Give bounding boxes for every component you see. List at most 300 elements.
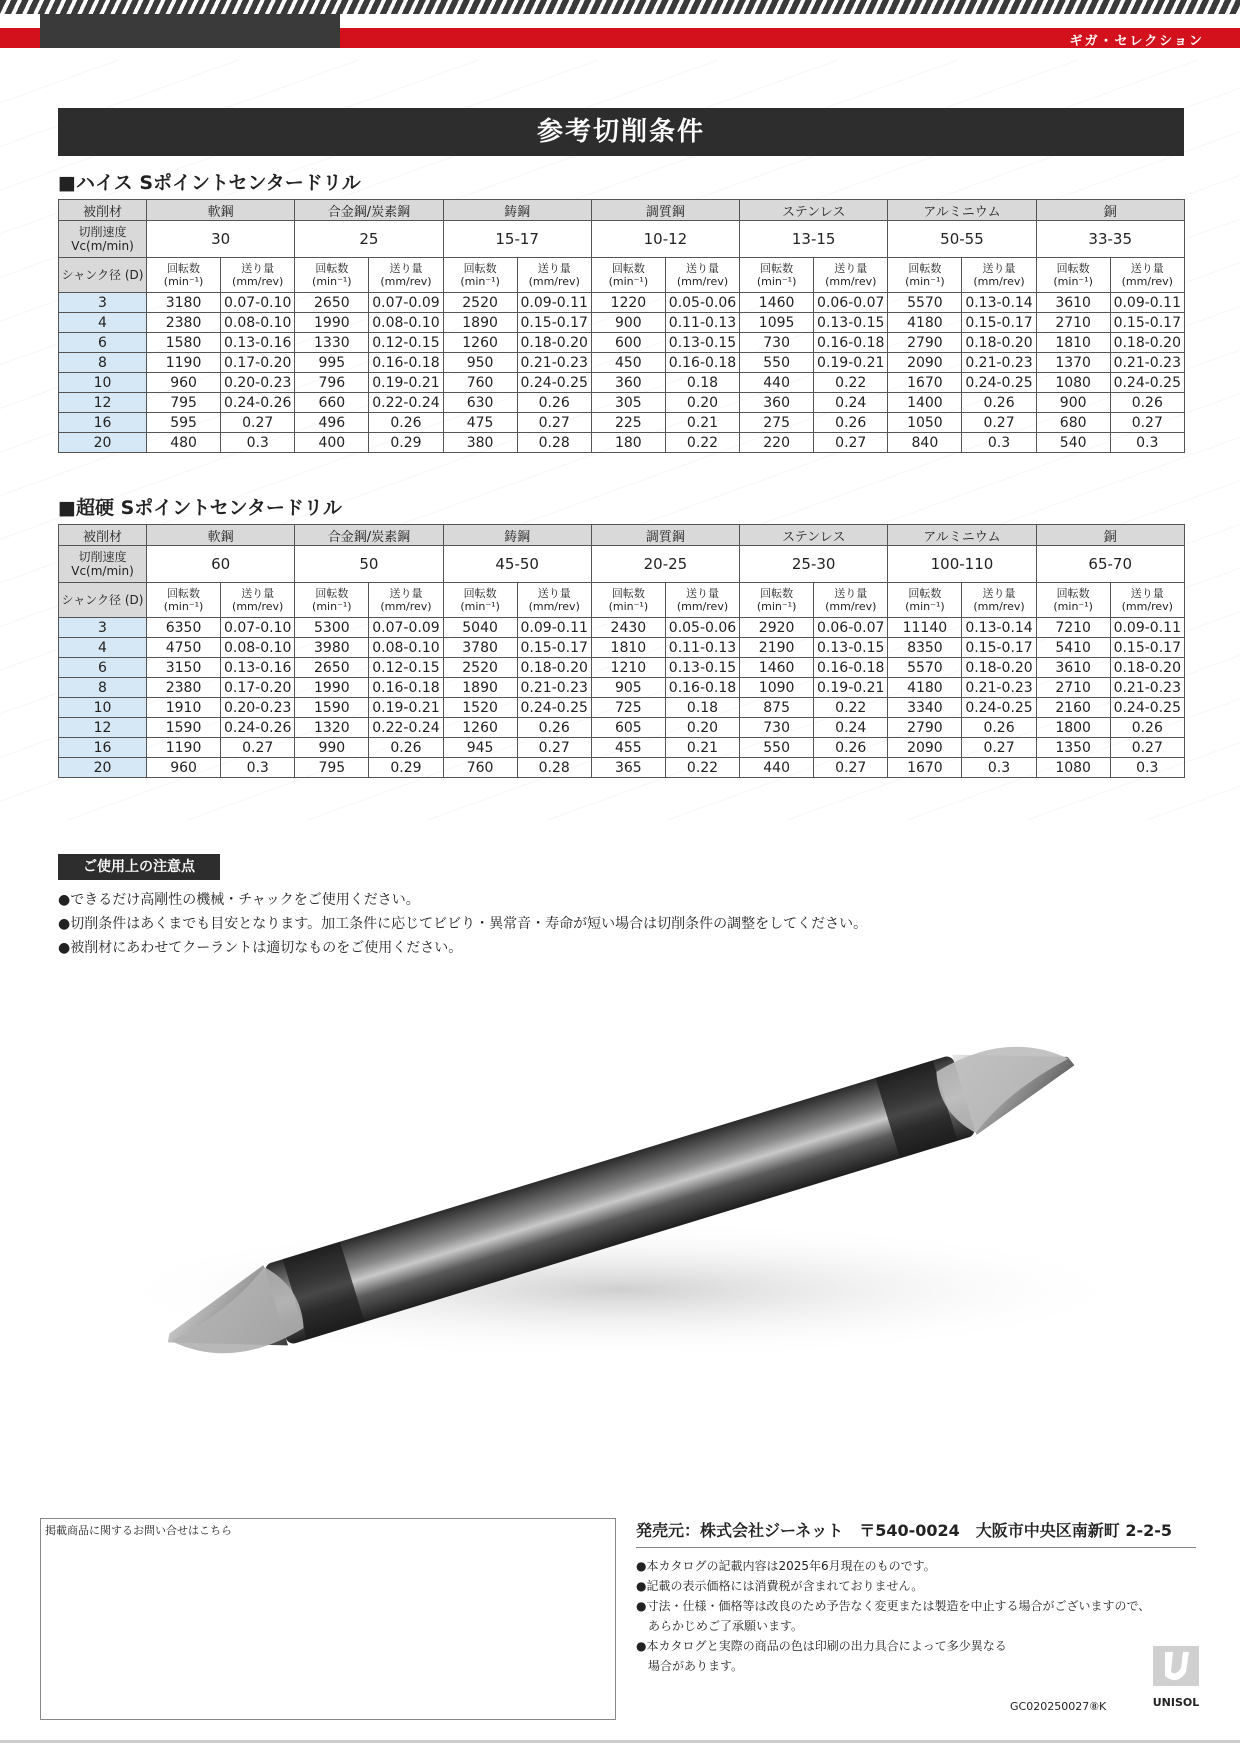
- rpm-header: 回転数 (min⁻¹): [147, 258, 221, 293]
- rpm-value: 5300: [295, 618, 369, 638]
- feed-value: 0.16-0.18: [369, 353, 443, 373]
- table-row: [59, 698, 1185, 718]
- rpm-value: 660: [295, 393, 369, 413]
- feed-value: 0.20: [665, 393, 739, 413]
- feed-value: 0.21-0.23: [1110, 353, 1184, 373]
- feed-value: 0.13-0.15: [665, 658, 739, 678]
- cutting-speed: 50: [295, 546, 443, 583]
- table-row: [59, 313, 1185, 333]
- cutting-speed: 60: [147, 546, 295, 583]
- feed-value: 0.16-0.18: [369, 678, 443, 698]
- shank-diameter: 16: [59, 413, 147, 433]
- rpm-value: 1190: [147, 353, 221, 373]
- rpm-value: 760: [443, 758, 517, 778]
- usage-note: ●できるだけ高剛性の機械・チャックをご使用ください。: [58, 892, 420, 908]
- rpm-value: 795: [147, 393, 221, 413]
- shank-diameter: 10: [59, 373, 147, 393]
- feed-value: 0.09-0.11: [517, 293, 591, 313]
- feed-header: 送り量 (mm/rev): [665, 258, 739, 293]
- rpm-header: 回転数 (min⁻¹): [295, 258, 369, 293]
- cutting-speed: 25: [295, 221, 443, 258]
- feed-value: 0.27: [962, 738, 1036, 758]
- speed-row-label: 切削速度 Vc(m/min): [59, 221, 147, 258]
- speed-row-label: 切削速度 Vc(m/min): [59, 546, 147, 583]
- rpm-header: 回転数 (min⁻¹): [591, 583, 665, 618]
- material-header: 調質鋼: [591, 200, 739, 221]
- rpm-header: 回転数 (min⁻¹): [295, 583, 369, 618]
- feed-value: 0.20: [665, 718, 739, 738]
- feed-value: 0.27: [517, 738, 591, 758]
- material-header: ステンレス: [740, 200, 888, 221]
- contact-box: [40, 1518, 616, 1720]
- rpm-value: 220: [740, 433, 814, 453]
- rpm-value: 730: [740, 718, 814, 738]
- feed-value: 0.27: [517, 413, 591, 433]
- cutting-speed: 33-35: [1036, 221, 1184, 258]
- rpm-value: 905: [591, 678, 665, 698]
- shank-row-label: シャンク径 (D): [59, 258, 147, 293]
- feed-value: 0.26: [1110, 393, 1184, 413]
- shank-diameter: 8: [59, 678, 147, 698]
- rpm-value: 1210: [591, 658, 665, 678]
- rpm-value: 1260: [443, 333, 517, 353]
- feed-value: 0.15-0.17: [517, 313, 591, 333]
- rpm-value: 275: [740, 413, 814, 433]
- rpm-value: 3340: [888, 698, 962, 718]
- rpm-value: 3610: [1036, 293, 1110, 313]
- feed-value: 0.3: [962, 433, 1036, 453]
- footer-note: ●本カタログの記載内容は2025年6月現在のものです。: [636, 1559, 936, 1573]
- rpm-value: 1590: [295, 698, 369, 718]
- rpm-header: 回転数 (min⁻¹): [443, 583, 517, 618]
- feed-value: 0.21-0.23: [517, 678, 591, 698]
- rpm-header: 回転数 (min⁻¹): [443, 258, 517, 293]
- rpm-value: 305: [591, 393, 665, 413]
- feed-value: 0.26: [369, 738, 443, 758]
- feed-value: 0.13-0.15: [814, 638, 888, 658]
- rpm-value: 840: [888, 433, 962, 453]
- cutting-speed: 50-55: [888, 221, 1036, 258]
- rpm-value: 595: [147, 413, 221, 433]
- rpm-value: 475: [443, 413, 517, 433]
- rpm-value: 900: [591, 313, 665, 333]
- feed-value: 0.18-0.20: [1110, 333, 1184, 353]
- rpm-value: 1910: [147, 698, 221, 718]
- rpm-value: 2520: [443, 658, 517, 678]
- cutting-speed: 100-110: [888, 546, 1036, 583]
- feed-header: 送り量 (mm/rev): [962, 258, 1036, 293]
- feed-value: 0.27: [1110, 413, 1184, 433]
- shank-diameter: 4: [59, 313, 147, 333]
- rpm-value: 550: [740, 353, 814, 373]
- rpm-value: 730: [740, 333, 814, 353]
- rpm-value: 1370: [1036, 353, 1110, 373]
- rpm-value: 680: [1036, 413, 1110, 433]
- shank-diameter: 10: [59, 698, 147, 718]
- feed-value: 0.15-0.17: [962, 638, 1036, 658]
- rpm-value: 2650: [295, 293, 369, 313]
- rpm-value: 2520: [443, 293, 517, 313]
- rpm-value: 496: [295, 413, 369, 433]
- shank-diameter: 20: [59, 433, 147, 453]
- feed-value: 0.18-0.20: [517, 658, 591, 678]
- feed-value: 0.13-0.15: [665, 333, 739, 353]
- table-row: [59, 678, 1185, 698]
- contact-label: 掲載商品に関するお問い合せはこちら: [45, 1524, 232, 1537]
- rpm-value: 5410: [1036, 638, 1110, 658]
- material-header: 鋳鋼: [443, 525, 591, 546]
- feed-value: 0.16-0.18: [814, 333, 888, 353]
- rpm-value: 7210: [1036, 618, 1110, 638]
- feed-value: 0.06-0.07: [814, 293, 888, 313]
- rpm-value: 360: [591, 373, 665, 393]
- feed-value: 0.26: [962, 393, 1036, 413]
- feed-header: 送り量 (mm/rev): [814, 583, 888, 618]
- rpm-value: 400: [295, 433, 369, 453]
- cutting-speed: 15-17: [443, 221, 591, 258]
- feed-value: 0.13-0.16: [221, 333, 295, 353]
- table-row: [59, 373, 1185, 393]
- rpm-value: 1460: [740, 293, 814, 313]
- seller-info: 発売元：株式会社ジーネット 〒540-0024 大阪市中央区南新町 2-2-5: [636, 1518, 1196, 1548]
- feed-header: 送り量 (mm/rev): [1110, 258, 1184, 293]
- rpm-value: 5570: [888, 293, 962, 313]
- cutting-speed: 13-15: [740, 221, 888, 258]
- feed-value: 0.22-0.24: [369, 393, 443, 413]
- rpm-value: 795: [295, 758, 369, 778]
- rpm-value: 380: [443, 433, 517, 453]
- rpm-value: 550: [740, 738, 814, 758]
- feed-value: 0.13-0.14: [962, 618, 1036, 638]
- feed-value: 0.08-0.10: [369, 313, 443, 333]
- feed-value: 0.13-0.16: [221, 658, 295, 678]
- feed-value: 0.21-0.23: [1110, 678, 1184, 698]
- rpm-header: 回転数 (min⁻¹): [740, 583, 814, 618]
- feed-value: 0.09-0.11: [1110, 618, 1184, 638]
- feed-value: 0.20-0.23: [221, 698, 295, 718]
- feed-value: 0.18-0.20: [962, 333, 1036, 353]
- subheader-row: [59, 583, 1185, 618]
- feed-value: 0.19-0.21: [369, 698, 443, 718]
- feed-value: 0.19-0.21: [814, 678, 888, 698]
- rpm-value: 760: [443, 373, 517, 393]
- carbide-cutting-table: [58, 524, 1185, 778]
- material-header: 軟鋼: [147, 200, 295, 221]
- rpm-value: 725: [591, 698, 665, 718]
- feed-value: 0.3: [1110, 433, 1184, 453]
- rpm-value: 4750: [147, 638, 221, 658]
- feed-value: 0.24: [814, 718, 888, 738]
- feed-value: 0.06-0.07: [814, 618, 888, 638]
- feed-value: 0.22-0.24: [369, 718, 443, 738]
- usage-notes-title: ご使用上の注意点: [58, 854, 220, 880]
- material-row-label: 被削材: [59, 200, 147, 221]
- feed-header: 送り量 (mm/rev): [962, 583, 1036, 618]
- footer-note: ●寸法・仕様・価格等は改良のため予告なく変更または製造を中止する場合がございますので、: [636, 1599, 1151, 1613]
- table-row: [59, 393, 1185, 413]
- rpm-value: 1810: [1036, 333, 1110, 353]
- cutting-speed: 20-25: [591, 546, 739, 583]
- rpm-value: 1190: [147, 738, 221, 758]
- feed-value: 0.26: [814, 738, 888, 758]
- usage-note: ●被削材にあわせてクーラントは適切なものをご使用ください。: [58, 940, 463, 956]
- material-header: 合金鋼/炭素鋼: [295, 525, 443, 546]
- table-row: [59, 718, 1185, 738]
- shank-diameter: 3: [59, 293, 147, 313]
- feed-header: 送り量 (mm/rev): [517, 583, 591, 618]
- feed-value: 0.27: [221, 738, 295, 758]
- feed-value: 0.18: [665, 373, 739, 393]
- usage-notes: [58, 888, 867, 960]
- material-header: アルミニウム: [888, 525, 1036, 546]
- cutting-speed: 30: [147, 221, 295, 258]
- feed-value: 0.26: [517, 393, 591, 413]
- table-row: [59, 658, 1185, 678]
- feed-value: 0.12-0.15: [369, 658, 443, 678]
- rpm-value: 2920: [740, 618, 814, 638]
- feed-value: 0.26: [962, 718, 1036, 738]
- shank-row-label: シャンク径 (D): [59, 583, 147, 618]
- feed-header: 送り量 (mm/rev): [221, 258, 295, 293]
- rpm-value: 1890: [443, 678, 517, 698]
- rpm-value: 1400: [888, 393, 962, 413]
- rpm-value: 455: [591, 738, 665, 758]
- feed-value: 0.28: [517, 433, 591, 453]
- feed-value: 0.07-0.10: [221, 293, 295, 313]
- rpm-value: 360: [740, 393, 814, 413]
- rpm-value: 440: [740, 758, 814, 778]
- banner-dark-block: [40, 14, 340, 48]
- rpm-value: 1990: [295, 678, 369, 698]
- shank-diameter: 6: [59, 658, 147, 678]
- feed-value: 0.17-0.20: [221, 353, 295, 373]
- feed-value: 0.24: [814, 393, 888, 413]
- feed-value: 0.22: [665, 758, 739, 778]
- rpm-value: 540: [1036, 433, 1110, 453]
- feed-value: 0.24-0.25: [517, 373, 591, 393]
- rpm-value: 1890: [443, 313, 517, 333]
- rpm-value: 605: [591, 718, 665, 738]
- shank-diameter: 3: [59, 618, 147, 638]
- feed-header: 送り量 (mm/rev): [369, 258, 443, 293]
- feed-value: 0.12-0.15: [369, 333, 443, 353]
- rpm-value: 2160: [1036, 698, 1110, 718]
- feed-value: 0.11-0.13: [665, 638, 739, 658]
- feed-header: 送り量 (mm/rev): [221, 583, 295, 618]
- banner-stripes: [0, 0, 1240, 14]
- rpm-value: 3980: [295, 638, 369, 658]
- page-title: 参考切削条件: [58, 108, 1184, 156]
- shank-diameter: 12: [59, 393, 147, 413]
- feed-value: 0.08-0.10: [369, 638, 443, 658]
- feed-value: 0.24-0.26: [221, 393, 295, 413]
- feed-value: 0.18-0.20: [517, 333, 591, 353]
- feed-value: 0.13-0.14: [962, 293, 1036, 313]
- feed-value: 0.29: [369, 433, 443, 453]
- feed-value: 0.21-0.23: [962, 678, 1036, 698]
- rpm-value: 1050: [888, 413, 962, 433]
- feed-value: 0.22: [665, 433, 739, 453]
- rpm-value: 11140: [888, 618, 962, 638]
- feed-header: 送り量 (mm/rev): [369, 583, 443, 618]
- rpm-value: 950: [443, 353, 517, 373]
- rpm-value: 8350: [888, 638, 962, 658]
- material-header-row: [59, 200, 1185, 221]
- table-row: [59, 353, 1185, 373]
- rpm-header: 回転数 (min⁻¹): [1036, 583, 1110, 618]
- rpm-value: 1350: [1036, 738, 1110, 758]
- feed-value: 0.20-0.23: [221, 373, 295, 393]
- feed-value: 0.27: [1110, 738, 1184, 758]
- rpm-value: 1330: [295, 333, 369, 353]
- feed-value: 0.22: [814, 698, 888, 718]
- table-row: [59, 758, 1185, 778]
- feed-value: 0.26: [517, 718, 591, 738]
- rpm-value: 6350: [147, 618, 221, 638]
- rpm-value: 1080: [1036, 373, 1110, 393]
- rpm-value: 2790: [888, 718, 962, 738]
- feed-header: 送り量 (mm/rev): [517, 258, 591, 293]
- rpm-value: 1090: [740, 678, 814, 698]
- hss-section-title: ■ハイス Sポイントセンタードリル: [58, 172, 361, 194]
- rpm-value: 365: [591, 758, 665, 778]
- speed-row: [59, 546, 1185, 583]
- rpm-value: 945: [443, 738, 517, 758]
- rpm-value: 2650: [295, 658, 369, 678]
- cutting-speed: 10-12: [591, 221, 739, 258]
- table-row: [59, 618, 1185, 638]
- rpm-value: 5040: [443, 618, 517, 638]
- feed-value: 0.07-0.10: [221, 618, 295, 638]
- rpm-value: 1220: [591, 293, 665, 313]
- rpm-value: 600: [591, 333, 665, 353]
- feed-value: 0.16-0.18: [814, 658, 888, 678]
- top-banner: [0, 0, 1240, 52]
- rpm-value: 1670: [888, 758, 962, 778]
- feed-header: 送り量 (mm/rev): [814, 258, 888, 293]
- table-row: [59, 738, 1185, 758]
- feed-value: 0.27: [962, 413, 1036, 433]
- feed-value: 0.3: [962, 758, 1036, 778]
- bottom-rule: [0, 1740, 1240, 1743]
- feed-value: 0.21-0.23: [962, 353, 1036, 373]
- rpm-value: 630: [443, 393, 517, 413]
- rpm-value: 2190: [740, 638, 814, 658]
- feed-value: 0.22: [814, 373, 888, 393]
- feed-value: 0.16-0.18: [665, 678, 739, 698]
- rpm-header: 回転数 (min⁻¹): [1036, 258, 1110, 293]
- rpm-value: 990: [295, 738, 369, 758]
- rpm-value: 3150: [147, 658, 221, 678]
- feed-value: 0.27: [814, 433, 888, 453]
- feed-value: 0.26: [1110, 718, 1184, 738]
- shank-diameter: 20: [59, 758, 147, 778]
- usage-note: ●切削条件はあくまでも目安となります。加工条件に応じてビビり・異常音・寿命が短い場合は切削条件の調整をしてください。: [58, 916, 868, 932]
- material-header: アルミニウム: [888, 200, 1036, 221]
- material-header-row: [59, 525, 1185, 546]
- feed-value: 0.27: [221, 413, 295, 433]
- rpm-value: 2380: [147, 313, 221, 333]
- rpm-value: 2710: [1036, 313, 1110, 333]
- table-row: [59, 433, 1185, 453]
- material-header: 軟鋼: [147, 525, 295, 546]
- feed-value: 0.15-0.17: [1110, 313, 1184, 333]
- speed-row: [59, 221, 1185, 258]
- rpm-header: 回転数 (min⁻¹): [888, 583, 962, 618]
- feed-value: 0.07-0.09: [369, 293, 443, 313]
- rpm-value: 2710: [1036, 678, 1110, 698]
- feed-value: 0.19-0.21: [814, 353, 888, 373]
- feed-value: 0.27: [814, 758, 888, 778]
- feed-value: 0.21: [665, 413, 739, 433]
- feed-value: 0.05-0.06: [665, 618, 739, 638]
- rpm-value: 960: [147, 758, 221, 778]
- feed-value: 0.21: [665, 738, 739, 758]
- feed-value: 0.15-0.17: [517, 638, 591, 658]
- rpm-value: 1800: [1036, 718, 1110, 738]
- rpm-value: 875: [740, 698, 814, 718]
- feed-value: 0.24-0.25: [517, 698, 591, 718]
- shank-diameter: 12: [59, 718, 147, 738]
- rpm-value: 1460: [740, 658, 814, 678]
- rpm-value: 2790: [888, 333, 962, 353]
- rpm-value: 1520: [443, 698, 517, 718]
- series-name: ギガ・セレクション: [1069, 34, 1204, 49]
- subheader-row: [59, 258, 1185, 293]
- rpm-value: 3780: [443, 638, 517, 658]
- feed-value: 0.09-0.11: [517, 618, 591, 638]
- feed-value: 0.18: [665, 698, 739, 718]
- feed-value: 0.26: [369, 413, 443, 433]
- table-row: [59, 293, 1185, 313]
- material-header: 銅: [1036, 525, 1184, 546]
- feed-value: 0.24-0.25: [1110, 698, 1184, 718]
- feed-value: 0.09-0.11: [1110, 293, 1184, 313]
- material-header: 調質鋼: [591, 525, 739, 546]
- cutting-speed: 45-50: [443, 546, 591, 583]
- feed-value: 0.29: [369, 758, 443, 778]
- unisol-logo: [1148, 1646, 1204, 1710]
- rpm-value: 480: [147, 433, 221, 453]
- cutting-speed: 65-70: [1036, 546, 1184, 583]
- feed-value: 0.19-0.21: [369, 373, 443, 393]
- brand-name: UNISOL: [1152, 1696, 1200, 1709]
- rpm-value: 900: [1036, 393, 1110, 413]
- rpm-value: 2430: [591, 618, 665, 638]
- footer-note: ●記載の表示価格には消費税が含まれておりません。: [636, 1579, 924, 1593]
- feed-value: 0.05-0.06: [665, 293, 739, 313]
- rpm-value: 450: [591, 353, 665, 373]
- rpm-value: 1580: [147, 333, 221, 353]
- rpm-value: 2090: [888, 353, 962, 373]
- rpm-value: 1095: [740, 313, 814, 333]
- table-row: [59, 413, 1185, 433]
- feed-value: 0.11-0.13: [665, 313, 739, 333]
- feed-value: 0.21-0.23: [517, 353, 591, 373]
- rpm-value: 4180: [888, 313, 962, 333]
- table-row: [59, 638, 1185, 658]
- feed-value: 0.15-0.17: [1110, 638, 1184, 658]
- footer-notes: [636, 1556, 1196, 1676]
- footer-info: [636, 1518, 1196, 1676]
- shank-diameter: 16: [59, 738, 147, 758]
- material-header: 銅: [1036, 200, 1184, 221]
- feed-value: 0.08-0.10: [221, 638, 295, 658]
- rpm-value: 1320: [295, 718, 369, 738]
- feed-value: 0.08-0.10: [221, 313, 295, 333]
- feed-value: 0.24-0.25: [1110, 373, 1184, 393]
- rpm-value: 225: [591, 413, 665, 433]
